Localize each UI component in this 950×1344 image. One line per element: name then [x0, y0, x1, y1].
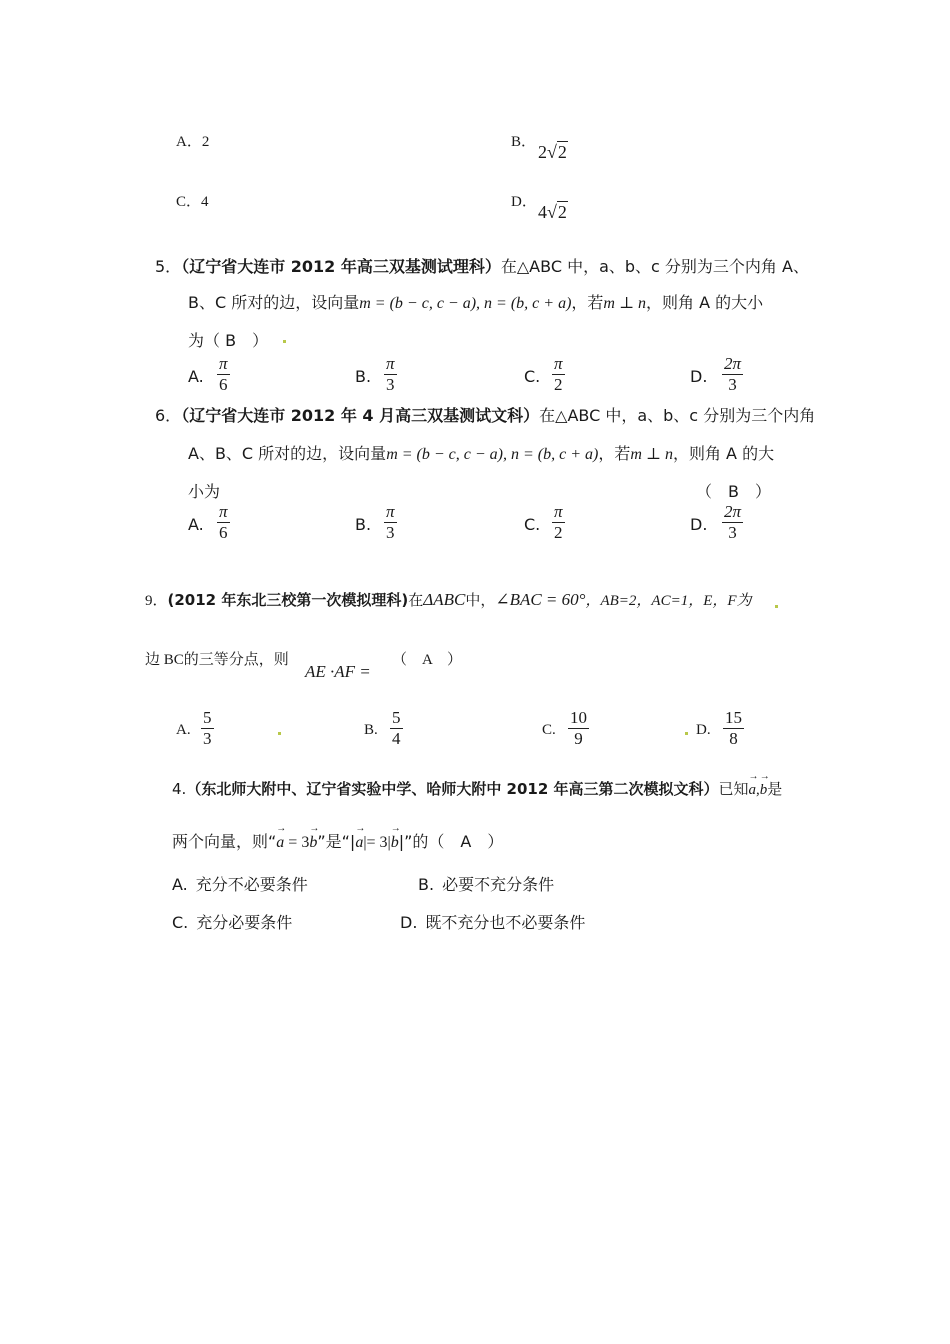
q9-line1: 9．(2012 年东北三校第一次模拟理科)在ΔABC中，∠BAC = 60°，AB=2，AC=1，E，F为 — [145, 590, 752, 609]
q6-option-b-label: B. — [355, 515, 372, 534]
q9-triangle: ΔABC — [423, 590, 466, 609]
q6-option-d-label: D. — [690, 515, 708, 534]
q6-answer: （ B ） — [696, 482, 771, 501]
q9-source: (2012 年东北三校第一次模拟理科) — [167, 591, 409, 609]
q5-option-b-fraction: $\frac{\pi}{3}$ — [386, 354, 395, 394]
q6-stem-line1: 在△ABC 中，a、b、c 分别为三个内角 — [539, 406, 816, 425]
prev-option-d-label: D． — [511, 194, 537, 210]
q6-option-b-fraction: $\frac{\pi}{3}$ — [386, 502, 395, 542]
vector-a: → a — [749, 782, 757, 799]
q6-source: （辽宁省大连市 2012 年 4 月高三双基测试文科） — [181, 406, 540, 425]
q4-option-d: D. 既不充分也不必要条件 — [400, 913, 586, 932]
q4-line1: 4.（东北师大附中、辽宁省实验中学、哈师大附中 2012 年高三第二次模拟文科）已知→ a,→ b是 — [172, 778, 782, 799]
edit-marker — [283, 340, 286, 343]
q5-option-c-label: C. — [524, 367, 541, 386]
q5-option-d-fraction: $\frac{2\pi}{3}$ — [724, 354, 742, 394]
q9-option-d-fraction: $\frac{15}{8}$ — [725, 708, 742, 748]
q6-option-d-fraction: $\frac{2\pi}{3}$ — [724, 502, 742, 542]
q4-option-c: C. 充分必要条件 — [172, 913, 293, 932]
q5-vector-expr: m = (b − c, c − a), n = (b, c + a) — [359, 295, 572, 312]
q9-option-b-label: B. — [364, 722, 378, 738]
q5-stem-line1: 在△ABC 中，a、b、c 分别为三个内角 A、 — [500, 257, 809, 276]
q4-number: 4. — [172, 780, 187, 798]
q9-option-a-fraction: $\frac{5}{3}$ — [203, 708, 212, 748]
q6-option-c-label: C. — [524, 515, 541, 534]
q4-line2: 两个向量，则“→ a = 3→ b”是“|→ a|= 3|→ b|”的（ A ） — [172, 829, 503, 852]
q9-option-a-label: A. — [176, 722, 191, 738]
q6-option-c-fraction: $\frac{\pi}{2}$ — [554, 502, 563, 542]
edit-marker — [685, 732, 688, 735]
vector-b: → b — [391, 834, 399, 852]
vector-b: → b — [309, 834, 317, 852]
q6-line1 — [155, 403, 815, 426]
prev-option-a: A．2 — [176, 134, 210, 150]
q6-line2: A、B、C 所对的边，设向量m = (b − c, c − a), n = (b, c + a)，若m ⊥ n，则角 A 的大 — [188, 444, 775, 463]
edit-marker — [775, 605, 778, 608]
prev-option-c: C．4 — [176, 194, 209, 210]
q6-perp-expr: m ⊥ n — [630, 446, 673, 463]
q5-perp-expr: m ⊥ n — [603, 295, 647, 312]
q5-option-a-fraction: $\frac{\pi}{6}$ — [219, 354, 228, 394]
q9-angle: ∠BAC = 60° — [495, 590, 586, 609]
q5-option-c-fraction: $\frac{\pi}{2}$ — [554, 354, 563, 394]
q4-option-b: B. 必要不充分条件 — [418, 875, 555, 894]
prev-option-b-label: B． — [511, 134, 537, 150]
vector-a: → a — [355, 834, 363, 852]
q4-source: （东北师大附中、辽宁省实验中学、哈师大附中 2012 年高三第二次模拟文科） — [186, 780, 719, 798]
q5-number: 5． — [155, 257, 182, 276]
q5-source: （辽宁省大连市 2012 年高三双基测试理科） — [181, 257, 501, 276]
q5-option-a-label: A. — [188, 367, 204, 386]
q9-option-c-fraction: $\frac{10}{9}$ — [570, 708, 587, 748]
vector-a: → a — [276, 834, 284, 852]
prev-option-d-value: 4√2 — [538, 202, 567, 222]
q6-option-a-fraction: $\frac{\pi}{6}$ — [219, 502, 228, 542]
q5-line2: B、C 所对的边，设向量m = (b − c, c − a), n = (b, c + a)，若m ⊥ n，则角 A 的大小 — [188, 293, 764, 312]
q6-line3: 小为 — [188, 482, 221, 501]
q5-option-d-label: D. — [690, 367, 708, 386]
q9-answer: （ A ） — [392, 652, 463, 668]
vector-b: → b — [760, 782, 768, 799]
q5-option-b-label: B. — [355, 367, 372, 386]
q6-option-a-label: A. — [188, 515, 204, 534]
q9-option-d-label: D. — [696, 722, 711, 738]
q6-vector-expr: m = (b − c, c − a), n = (b, c + a) — [386, 446, 599, 463]
q9-line2: 边 BC的三等分点，则 — [145, 652, 289, 668]
q9-option-c-label: C. — [542, 722, 556, 738]
q4-option-a: A. 充分不必要条件 — [172, 875, 308, 894]
q5-line3: 为（ B ） — [188, 331, 269, 350]
q9-expression: AE ·AF = — [305, 662, 371, 681]
q6-number: 6． — [155, 406, 182, 425]
q9-option-b-fraction: $\frac{5}{4}$ — [392, 708, 401, 748]
q5-line1 — [155, 254, 809, 277]
q9-number: 9． — [145, 593, 168, 609]
prev-option-b-value: 2√2 — [538, 142, 567, 162]
edit-marker — [278, 732, 281, 735]
